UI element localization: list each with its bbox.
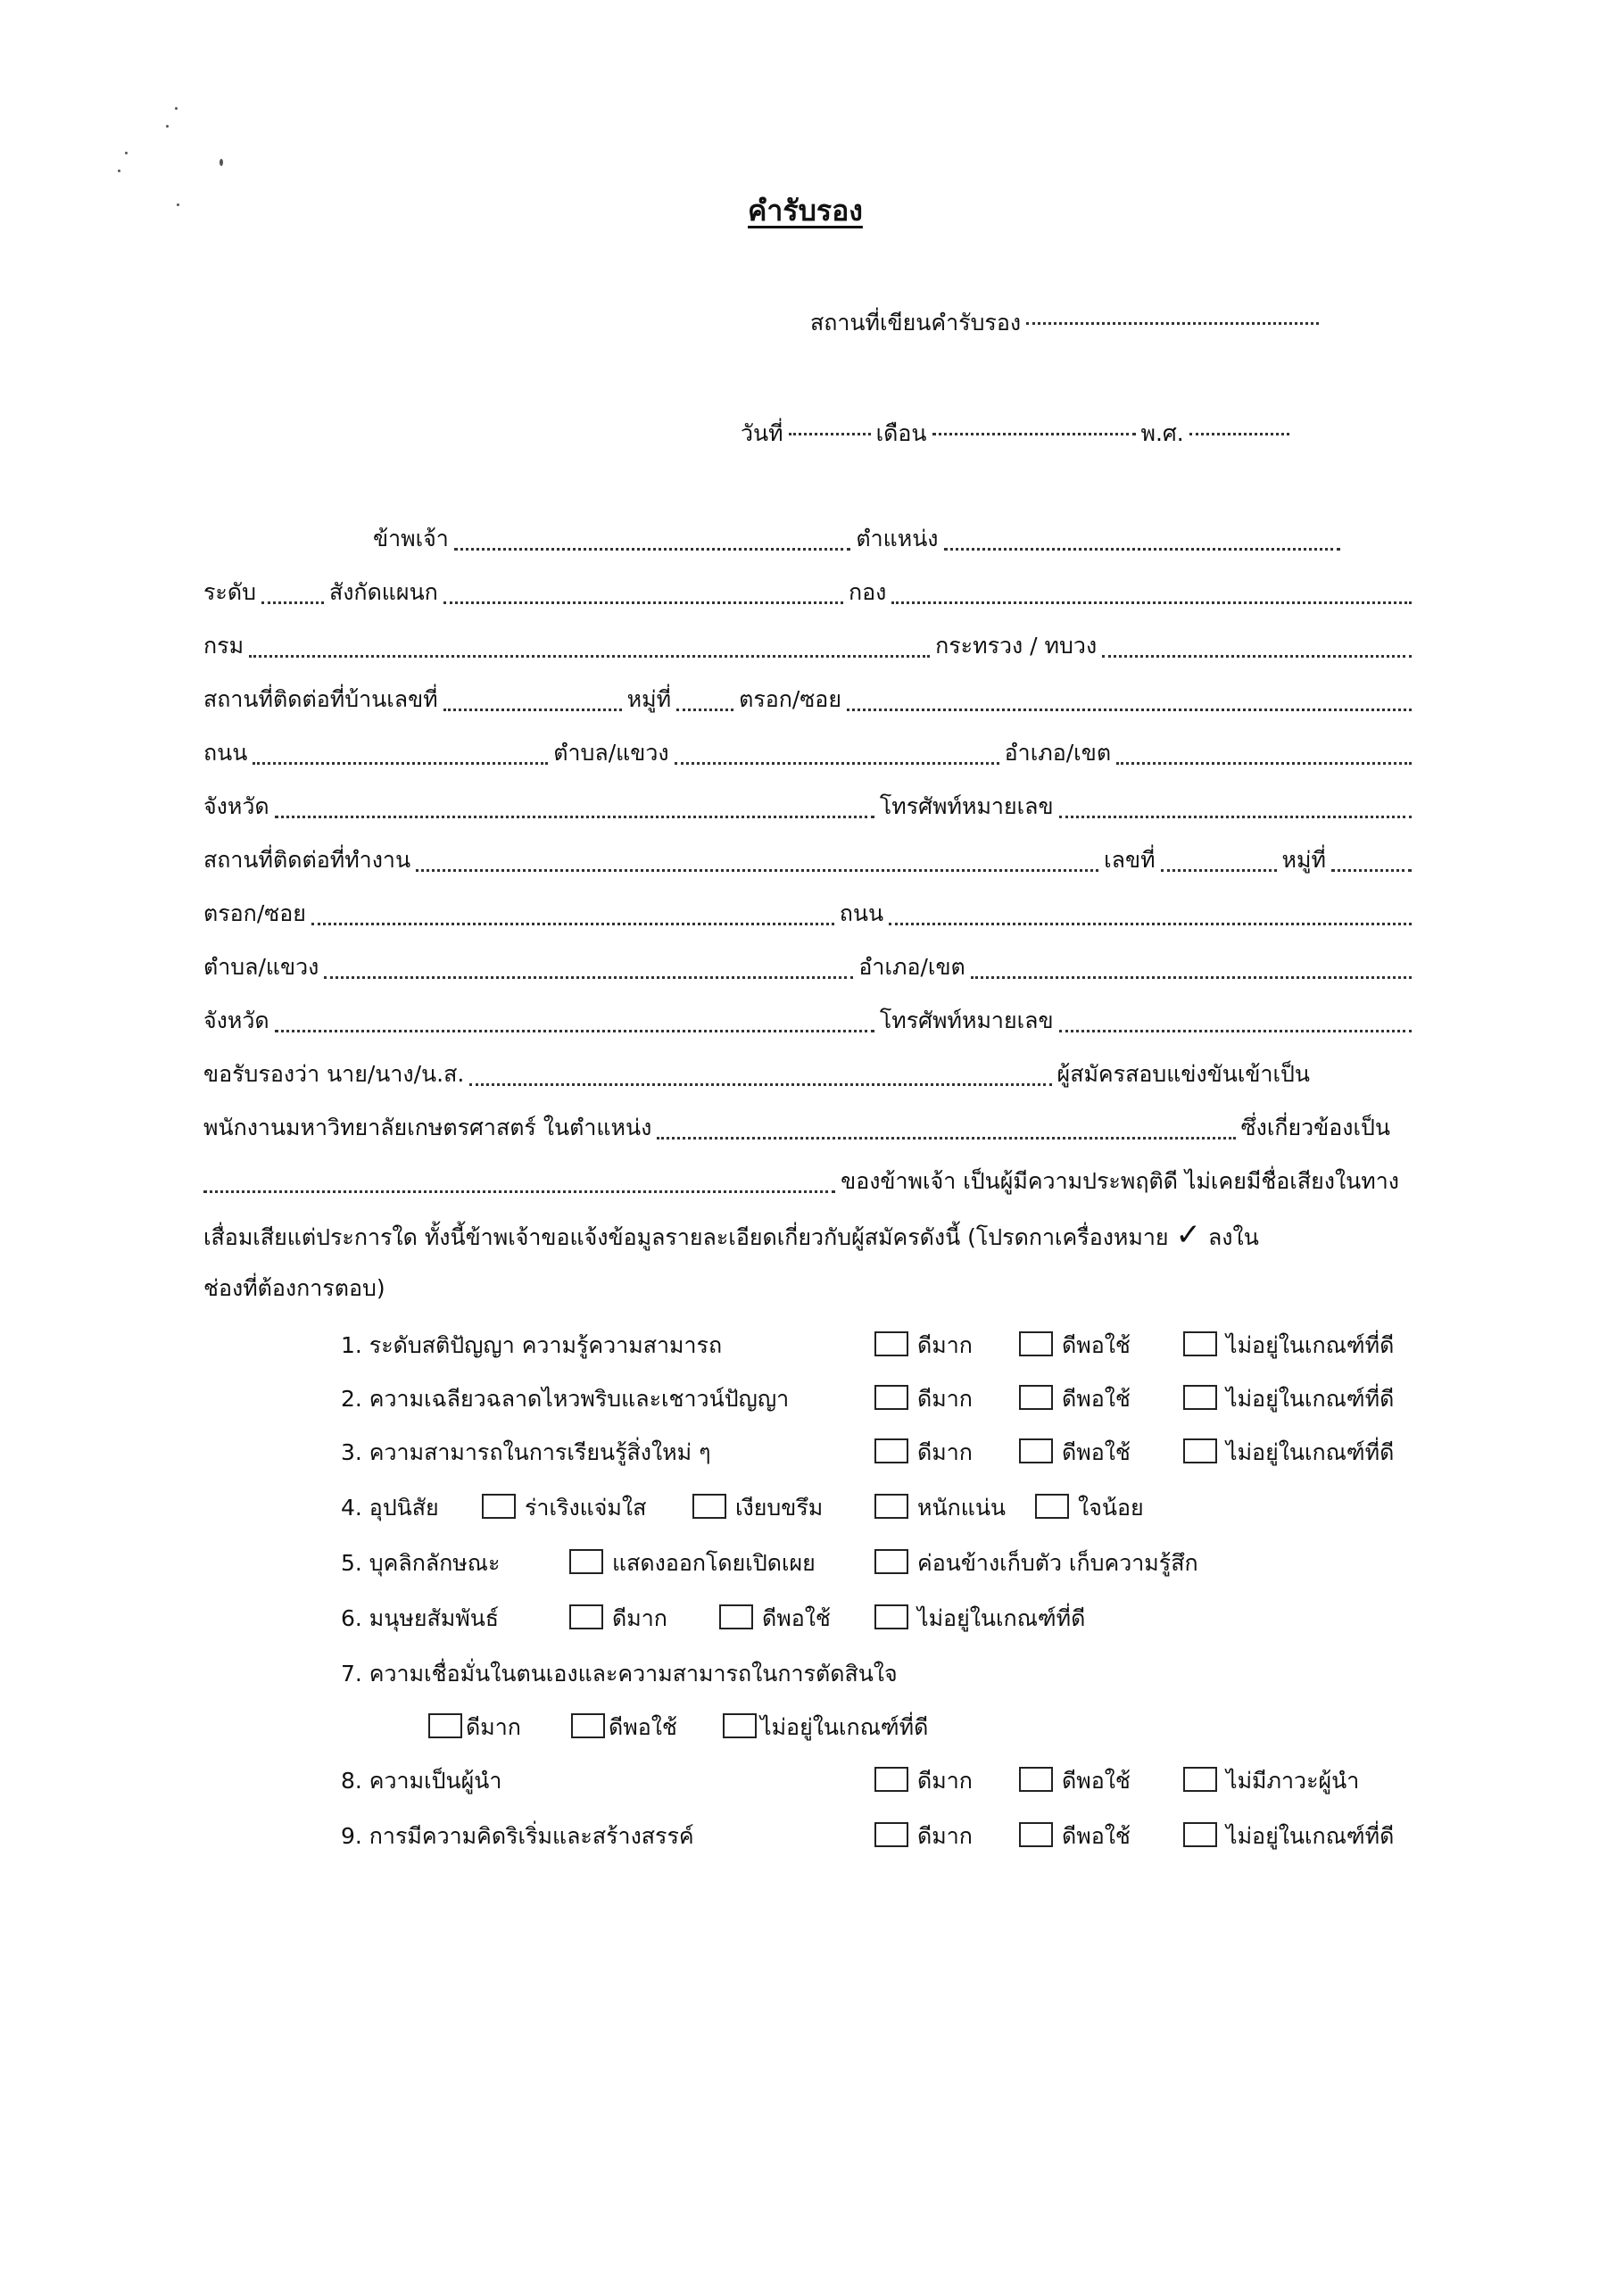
option-label: ดีมาก xyxy=(917,1386,973,1412)
item-6-option-3[interactable] xyxy=(874,1603,1085,1635)
item-7-option-1[interactable] xyxy=(428,1712,521,1744)
item-7-label: 7. ความเชื่อมั่นในตนเองและความสามารถในการตัดสินใจ xyxy=(341,1661,898,1687)
village-no-field[interactable] xyxy=(676,709,733,711)
option-label: ดีมาก xyxy=(917,1768,973,1794)
checkbox[interactable] xyxy=(569,1549,603,1574)
item-4-option-2[interactable] xyxy=(692,1492,823,1524)
date-line xyxy=(741,418,1295,450)
item-9-option-3[interactable] xyxy=(1183,1820,1394,1853)
option-label: ดีมาก xyxy=(917,1439,973,1465)
form-row-level xyxy=(203,578,1417,610)
field-label: ตำแหน่ง xyxy=(856,526,939,551)
field-label: หมู่ที่ xyxy=(1281,847,1326,873)
work-alley-field[interactable] xyxy=(311,923,834,925)
checkbox[interactable] xyxy=(723,1713,757,1738)
road-field[interactable] xyxy=(253,762,548,765)
option-label: ดีมาก xyxy=(466,1714,521,1740)
place-line xyxy=(810,307,1324,339)
form-row-work-alley xyxy=(203,899,1417,932)
house-number-field[interactable] xyxy=(443,709,622,711)
option-label: ดีพอใช้ xyxy=(1062,1823,1131,1849)
field-label: กรม xyxy=(203,633,244,659)
work-district-field[interactable] xyxy=(971,976,1412,979)
field-label: กอง xyxy=(848,579,887,605)
item-3-option-2[interactable] xyxy=(1019,1437,1131,1469)
field-label: โทรศัพท์หมายเลข xyxy=(879,793,1054,819)
field-label: จังหวัด xyxy=(203,793,269,819)
field-label: สถานที่ติดต่อที่ทำงาน xyxy=(203,847,411,873)
item-4-option-1[interactable] xyxy=(482,1492,646,1524)
field-label: เลขที่ xyxy=(1104,847,1156,873)
item-3-label: 3. ความสามารถในการเรียนรู้สิ่งใหม่ ๆ xyxy=(341,1439,711,1465)
option-label: ร่าเริงแจ่มใส xyxy=(525,1495,647,1521)
body-text: ขอรับรองว่า นาย/นาง/น.ส. xyxy=(203,1061,465,1087)
item-1-option-3[interactable] xyxy=(1183,1330,1394,1362)
item-8-option-1[interactable] xyxy=(874,1765,973,1797)
applicant-name-field[interactable] xyxy=(469,1083,1051,1086)
checkbox[interactable] xyxy=(1019,1385,1053,1410)
body-text: ซึ่งเกี่ยวข้องเป็น xyxy=(1240,1115,1390,1140)
field-label: ตำบล/แขวง xyxy=(203,954,319,980)
option-label: ไม่อยู่ในเกณฑ์ที่ดี xyxy=(1226,1439,1395,1465)
option-label: เงียบขรึม xyxy=(735,1495,824,1521)
body-text: เสื่อมเสียแต่ประการใด ทั้งนี้ข้าพเจ้าขอแจ้งข้อมูลรายละเอียดเกี่ยวกับผู้สมัครดังนี้ (โปรดกาเครื่องหมาย xyxy=(203,1224,1169,1250)
day-field[interactable] xyxy=(789,433,871,435)
checkbox[interactable] xyxy=(1183,1767,1217,1792)
body-text: ช่องที่ต้องการตอบ) xyxy=(203,1275,385,1301)
item-8-label: 8. ความเป็นผู้นำ xyxy=(341,1768,502,1794)
item-2-option-2[interactable] xyxy=(1019,1383,1131,1415)
form-row-home-road xyxy=(203,739,1417,771)
item-5-label: 5. บุคลิกลักษณะ xyxy=(341,1550,501,1576)
department-field[interactable] xyxy=(443,601,843,604)
checkbox[interactable] xyxy=(719,1604,753,1629)
option-label: ดีพอใช้ xyxy=(762,1605,831,1631)
bureau-field[interactable] xyxy=(249,655,930,658)
option-label: ไม่มีภาวะผู้นำ xyxy=(1226,1768,1360,1794)
field-label: ระดับ xyxy=(203,579,256,605)
item-9-label: 9. การมีความคิดริเริ่มและสร้างสรรค์ xyxy=(341,1823,694,1849)
item-1-option-2[interactable] xyxy=(1019,1330,1131,1362)
field-label: สถานที่ติดต่อที่บ้านเลขที่ xyxy=(203,686,438,712)
relationship-field[interactable] xyxy=(203,1190,835,1193)
work-subdistrict-field[interactable] xyxy=(324,976,853,979)
place-field[interactable] xyxy=(1026,322,1319,325)
subdistrict-field[interactable] xyxy=(675,762,999,765)
item-4-label: 4. อุปนิสัย xyxy=(341,1495,439,1521)
checkbox[interactable] xyxy=(1019,1438,1053,1463)
option-label: ใจน้อย xyxy=(1078,1495,1144,1521)
field-label: อำเภอ/เขต xyxy=(858,954,965,980)
checkbox[interactable] xyxy=(874,1549,908,1574)
checkbox[interactable] xyxy=(569,1604,603,1629)
work-village-field[interactable] xyxy=(1331,869,1412,872)
item-1-label: 1. ระดับสติปัญญา ความรู้ความสามารถ xyxy=(341,1332,723,1358)
option-label: ค่อนข้างเก็บตัว เก็บความรู้สึก xyxy=(917,1550,1198,1576)
body-text: ของข้าพเจ้า เป็นผู้มีความประพฤติดี ไม่เคยมีชื่อเสียงในทาง xyxy=(841,1168,1399,1194)
option-label: ดีมาก xyxy=(917,1823,973,1849)
item-3-option-3[interactable] xyxy=(1183,1437,1394,1469)
day-label: วันที่ xyxy=(741,420,783,446)
checkbox[interactable] xyxy=(874,1822,908,1847)
year-label: พ.ศ. xyxy=(1140,420,1184,446)
form-row-ministry xyxy=(203,632,1417,664)
field-label: โทรศัพท์หมายเลข xyxy=(879,1007,1054,1033)
checkbox[interactable] xyxy=(1019,1767,1053,1792)
position-field[interactable] xyxy=(944,548,1341,551)
option-label: ไม่อยู่ในเกณฑ์ที่ดี xyxy=(1226,1386,1395,1412)
form-row-home-province xyxy=(203,792,1417,825)
phone-field[interactable] xyxy=(1059,816,1412,818)
item-2-label: 2. ความเฉลียวฉลาดไหวพริบและเชาวน์ปัญญา xyxy=(341,1386,790,1412)
checkbox[interactable] xyxy=(1019,1822,1053,1847)
level-field[interactable] xyxy=(261,601,324,604)
checkbox[interactable] xyxy=(874,1331,908,1356)
checkbox[interactable] xyxy=(874,1767,908,1792)
option-label: ดีพอใช้ xyxy=(1062,1768,1131,1794)
field-label: ถนน xyxy=(203,740,248,766)
field-label: สังกัดแผนก xyxy=(328,579,438,605)
body-line-2 xyxy=(203,1114,1390,1146)
option-label: ดีพอใช้ xyxy=(1062,1332,1131,1358)
option-label: ดีพอใช้ xyxy=(1062,1386,1131,1412)
item-7-option-2[interactable] xyxy=(571,1712,677,1744)
field-label: อำเภอ/เขต xyxy=(1004,740,1112,766)
field-label: ข้าพเจ้า xyxy=(373,526,449,551)
body-line-5 xyxy=(203,1272,385,1305)
form-row-work-province xyxy=(203,1007,1417,1039)
province-field[interactable] xyxy=(275,816,874,818)
item-4-option-3[interactable] xyxy=(874,1492,1006,1524)
form-row-work-subdistrict xyxy=(203,953,1417,985)
scan-speck xyxy=(177,203,179,206)
scan-speck xyxy=(175,107,178,110)
work-number-field[interactable] xyxy=(1161,869,1277,872)
field-label: ตรอก/ซอย xyxy=(739,686,841,712)
work-phone-field[interactable] xyxy=(1059,1030,1412,1032)
option-label: แสดงออกโดยเปิดเผย xyxy=(612,1550,816,1576)
field-label: จังหวัด xyxy=(203,1007,269,1033)
checkbox[interactable] xyxy=(482,1494,516,1519)
option-label: ดีพอใช้ xyxy=(1062,1439,1131,1465)
checkbox[interactable] xyxy=(1019,1331,1053,1356)
month-label: เดือน xyxy=(875,420,927,446)
option-label: ดีมาก xyxy=(612,1605,667,1631)
division-field[interactable] xyxy=(891,601,1412,604)
checkbox[interactable] xyxy=(692,1494,726,1519)
body-text: ลงใน xyxy=(1207,1224,1259,1250)
body-line-1 xyxy=(203,1060,1310,1092)
checkbox[interactable] xyxy=(874,1604,908,1629)
month-field[interactable] xyxy=(932,433,1136,435)
district-field[interactable] xyxy=(1116,762,1412,765)
place-label: สถานที่เขียนคำรับรอง xyxy=(810,310,1022,336)
item-4-option-4[interactable] xyxy=(1035,1492,1144,1524)
option-label: ดีมาก xyxy=(917,1332,973,1358)
checkbox[interactable] xyxy=(1183,1822,1217,1847)
option-label: ไม่อยู่ในเกณฑ์ที่ดี xyxy=(1226,1823,1395,1849)
checkbox[interactable] xyxy=(428,1713,462,1738)
body-line-3 xyxy=(203,1167,1399,1199)
item-5-option-1[interactable] xyxy=(569,1547,816,1579)
checkbox[interactable] xyxy=(1183,1385,1217,1410)
checkbox[interactable] xyxy=(1183,1331,1217,1356)
checkbox[interactable] xyxy=(571,1713,605,1738)
body-text: ผู้สมัครสอบแข่งขันเข้าเป็น xyxy=(1056,1061,1310,1087)
option-label: ดีพอใช้ xyxy=(609,1714,677,1740)
body-line-4 xyxy=(203,1219,1259,1254)
item-6-label: 6. มนุษยสัมพันธ์ xyxy=(341,1605,500,1631)
item-3-option-1[interactable] xyxy=(874,1437,973,1469)
option-label: หนักแน่น xyxy=(917,1495,1006,1521)
item-8-option-2[interactable] xyxy=(1019,1765,1131,1797)
scan-speck xyxy=(118,170,120,172)
item-8-option-3[interactable] xyxy=(1183,1765,1359,1797)
checkbox[interactable] xyxy=(874,1438,908,1463)
body-text: พนักงานมหาวิทยาลัยเกษตรศาสตร์ ในตำแหน่ง xyxy=(203,1115,652,1140)
item-9-option-2[interactable] xyxy=(1019,1820,1131,1853)
applied-position-field[interactable] xyxy=(657,1137,1235,1140)
ministry-field[interactable] xyxy=(1102,655,1412,658)
work-road-field[interactable] xyxy=(889,923,1412,925)
field-label: หมู่ที่ xyxy=(626,686,672,712)
item-7-option-3[interactable] xyxy=(723,1712,928,1744)
scan-speck xyxy=(220,159,223,166)
field-label: กระทรวง / ทบวง xyxy=(935,633,1098,659)
item-2-option-1[interactable] xyxy=(874,1383,973,1415)
checkbox[interactable] xyxy=(874,1494,908,1519)
checkmark-icon: ✓ xyxy=(1175,1217,1202,1253)
workplace-field[interactable] xyxy=(416,869,1098,872)
item-1-option-1[interactable] xyxy=(874,1330,973,1362)
field-label: ตรอก/ซอย xyxy=(203,900,306,926)
scan-speck xyxy=(125,152,128,154)
item-6-option-1[interactable] xyxy=(569,1603,667,1635)
scan-speck xyxy=(166,125,169,128)
checkbox[interactable] xyxy=(1183,1438,1217,1463)
item-2-option-3[interactable] xyxy=(1183,1383,1394,1415)
option-label: ไม่อยู่ในเกณฑ์ที่ดี xyxy=(917,1605,1086,1631)
checkbox[interactable] xyxy=(1035,1494,1069,1519)
document-title: คำรับรอง xyxy=(748,194,863,228)
declarant-name-field[interactable] xyxy=(454,548,851,551)
item-6-option-2[interactable] xyxy=(719,1603,831,1635)
form-row-declarant xyxy=(373,525,1346,557)
year-field[interactable] xyxy=(1189,433,1289,435)
option-label: ไม่อยู่ในเกณฑ์ที่ดี xyxy=(1226,1332,1395,1358)
form-row-home-address xyxy=(203,685,1417,717)
field-label: ตำบล/แขวง xyxy=(553,740,669,766)
checkbox[interactable] xyxy=(874,1385,908,1410)
item-5-option-2[interactable] xyxy=(874,1547,1198,1579)
work-province-field[interactable] xyxy=(275,1030,874,1032)
item-9-option-1[interactable] xyxy=(874,1820,973,1853)
option-label: ไม่อยู่ในเกณฑ์ที่ดี xyxy=(760,1714,929,1740)
field-label: ถนน xyxy=(839,900,884,926)
form-row-work-address xyxy=(203,846,1417,878)
alley-field[interactable] xyxy=(847,709,1412,711)
